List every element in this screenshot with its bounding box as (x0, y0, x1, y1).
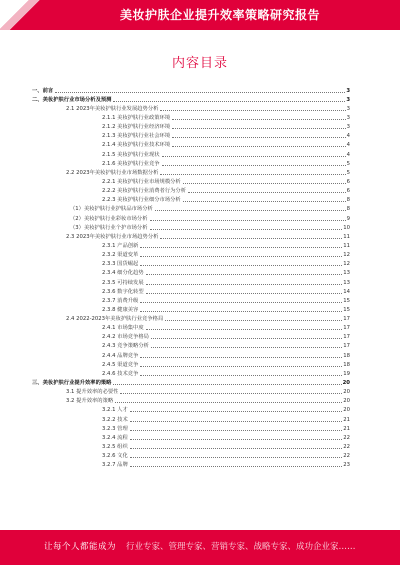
toc-entry[interactable] (30, 140, 350, 149)
footer-roles: 行业专家、管理专家、营销专家、战略专家、成功企业家…… (126, 542, 356, 552)
toc-page-number: 4 (346, 151, 350, 158)
toc-leader-dots (146, 329, 343, 330)
toc-leader-dots (172, 137, 345, 138)
toc-entry-text: 2.4.5 渠道竞争 (102, 361, 139, 368)
toc-page-number: 3 (346, 105, 350, 112)
toc-entry[interactable] (30, 432, 350, 441)
toc-entry-text: 2.4.4 品牌竞争 (102, 352, 139, 359)
toc-entry[interactable] (30, 405, 350, 414)
toc-page-number: 21 (343, 416, 350, 423)
toc-leader-dots (130, 466, 342, 467)
toc-leader-dots (172, 128, 345, 129)
toc-entry-text: 2.1 2023年美妆护肤行业发展趋势分析 (66, 105, 159, 112)
toc-entry[interactable] (30, 286, 350, 295)
toc-leader-dots (113, 101, 345, 102)
toc-entry-text: 3.2.3 管理 (102, 425, 128, 432)
toc-entry-text: 三、美妆护肤行业提升效率的策略 (32, 380, 112, 387)
toc-page-number: 8 (346, 197, 350, 204)
toc-page-number: 15 (343, 306, 350, 313)
toc-page-number: 20 (343, 407, 350, 414)
toc-leader-dots (130, 430, 342, 431)
toc-leader-dots (183, 201, 346, 202)
toc-entry[interactable] (30, 314, 350, 323)
toc-page-number: 6 (346, 188, 350, 195)
toc-entry[interactable] (30, 186, 350, 195)
toc-entry-text: 2.2.3 美妆护肤行业细分市场分析 (102, 197, 181, 204)
toc-entry-text: 二、美妆护肤行业市场分析及预测 (32, 96, 112, 103)
toc-page-number: 5 (346, 169, 350, 176)
toc-entry[interactable] (30, 149, 350, 158)
toc-page-number: 18 (343, 352, 350, 359)
toc-entry[interactable] (30, 423, 350, 432)
toc-leader-dots (140, 265, 342, 266)
toc-leader-dots (130, 457, 342, 458)
toc-page-number: 12 (343, 261, 350, 268)
toc-leader-dots (172, 146, 345, 147)
toc-entry-text: 2.4.3 竞争策略分析 (102, 343, 149, 350)
toc-entry-text: 2.3.8 健康美容 (102, 306, 139, 313)
toc-entry-text: （1）美妆护肤行业护肤品市场分析 (70, 206, 153, 213)
toc-leader-dots (140, 366, 342, 367)
toc-entry[interactable] (30, 341, 350, 350)
report-title: 美妆护肤企业提升效率策略研究报告 (119, 8, 320, 22)
toc-leader-dots (140, 311, 342, 312)
toc-leader-dots (162, 156, 346, 157)
toc-leader-dots (146, 284, 343, 285)
toc-entry-text: 一、前言 (32, 87, 54, 94)
toc-entry-text: 2.2.2 美妆护肤行业消费者行为分析 (102, 188, 187, 195)
toc-page-number: 15 (343, 297, 350, 304)
toc-entry-text: 2.1.4 美妆护肤行业技术环境 (102, 142, 171, 149)
toc-entry[interactable] (30, 131, 350, 140)
toc-leader-dots (130, 421, 342, 422)
toc-entry[interactable] (30, 460, 350, 469)
toc-page-number: 20 (342, 380, 350, 387)
toc-entry-text: 2.1.6 美妆护肤行业竞争 (102, 160, 160, 167)
toc-leader-dots (140, 256, 342, 257)
toc-entry[interactable] (30, 240, 350, 249)
toc-leader-dots (140, 375, 342, 376)
toc-entry[interactable] (30, 332, 350, 341)
toc-leader-dots (140, 247, 342, 248)
toc-entry-text: 2.2 2023年美妆护肤行业市场数据分析 (66, 169, 159, 176)
toc-leader-dots (150, 220, 346, 221)
toc-page-number: 3 (346, 124, 350, 131)
toc-entry-text: 3.2.5 组织 (102, 444, 128, 451)
toc-entry[interactable] (30, 122, 350, 131)
toc-page-number: 17 (343, 316, 350, 323)
toc-page-number: 20 (343, 398, 350, 405)
toc-leader-dots (120, 393, 342, 394)
toc-entry[interactable] (30, 359, 350, 368)
toc-entry[interactable] (30, 222, 350, 231)
toc-entry-text: 2.1.3 美妆护肤行业社会环境 (102, 133, 171, 140)
toc-entry[interactable] (30, 378, 350, 387)
toc-entry-text: 3.2.7 品牌 (102, 462, 128, 469)
toc-leader-dots (188, 192, 346, 193)
toc-entry[interactable] (30, 112, 350, 121)
toc-leader-dots (172, 119, 345, 120)
toc-entry[interactable] (30, 176, 350, 185)
toc-entry-text: 2.1.5 美妆护肤行业现状 (102, 151, 160, 158)
toc-leader-dots (113, 384, 341, 385)
toc-page-number: 17 (343, 343, 350, 350)
toc-entry[interactable] (30, 441, 350, 450)
toc-entry-text: 3.2.4 流程 (102, 434, 128, 441)
toc-entry[interactable] (30, 213, 350, 222)
toc-entry-text: 2.4.1 市场集中度 (102, 325, 144, 332)
toc-page-number: 14 (343, 288, 350, 295)
toc-leader-dots (140, 302, 342, 303)
toc-page-number: 17 (343, 334, 350, 341)
toc-page-number: 9 (346, 215, 350, 222)
toc-entry-text: 2.3 2023年美妆护肤行业市场趋势分析 (66, 233, 159, 240)
toc-entry[interactable] (30, 259, 350, 268)
toc-page-number: 3 (346, 96, 350, 103)
toc-entry-text: 2.3.2 渠道变革 (102, 252, 139, 259)
toc-page-number: 22 (343, 453, 350, 460)
toc-entry-text: 2.4 2022-2023年美妆护肤行业竞争格局 (66, 316, 164, 323)
toc-entry[interactable] (30, 158, 350, 167)
toc-entry[interactable] (30, 414, 350, 423)
toc-page-number: 23 (343, 462, 350, 469)
toc-page-number: 11 (343, 233, 350, 240)
toc-leader-dots (130, 439, 342, 440)
toc-entry-text: 2.3.3 国货崛起 (102, 261, 139, 268)
toc-entry-text: （3）美妆护肤行业个护市场分析 (70, 224, 148, 231)
toc-leader-dots (160, 238, 342, 239)
toc-leader-dots (140, 357, 342, 358)
toc-leader-dots (183, 183, 346, 184)
toc-page-number: 18 (343, 361, 350, 368)
toc-page-number: 4 (346, 133, 350, 140)
toc-entry[interactable] (30, 94, 350, 103)
table-of-contents (30, 85, 350, 469)
toc-page-number: 13 (343, 270, 350, 277)
toc-leader-dots (162, 165, 346, 166)
toc-leader-dots (160, 174, 345, 175)
toc-entry[interactable] (30, 231, 350, 240)
toc-entry[interactable] (30, 250, 350, 259)
toc-page-number: 10 (343, 224, 350, 231)
toc-page-number: 22 (343, 434, 350, 441)
toc-entry[interactable] (30, 195, 350, 204)
toc-entry[interactable] (30, 167, 350, 176)
toc-entry-text: 2.3.5 可持续发展 (102, 279, 144, 286)
toc-page-number: 6 (346, 178, 350, 185)
toc-entry-text: 3.2.2 技术 (102, 416, 128, 423)
toc-entry[interactable] (30, 277, 350, 286)
toc-entry[interactable] (30, 350, 350, 359)
toc-page-number: 11 (343, 242, 350, 249)
toc-entry-text: 3.2.6 文化 (102, 453, 128, 460)
toc-leader-dots (55, 92, 345, 93)
toc-entry-text: 2.3.4 细分化趋势 (102, 270, 144, 277)
header-corner-decoration (0, 0, 46, 30)
toc-leader-dots (146, 293, 343, 294)
footer-slogan: 让每个人都能成为 (44, 542, 117, 552)
toc-entry[interactable] (30, 304, 350, 313)
toc-entry-text: 3.1 提升效率的必要性 (66, 389, 119, 396)
toc-page-number: 13 (343, 279, 350, 286)
toc-entry[interactable] (30, 204, 350, 213)
toc-page-number: 12 (343, 252, 350, 259)
toc-page-number: 19 (343, 370, 350, 377)
toc-entry-text: 2.4.2 市场竞争格局 (102, 334, 149, 341)
toc-entry[interactable] (30, 387, 350, 396)
toc-entry-text: 3.2 提升效率的策略 (66, 398, 114, 405)
toc-leader-dots (146, 274, 343, 275)
toc-page-number: 5 (346, 160, 350, 167)
toc-page-number: 21 (343, 425, 350, 432)
toc-leader-dots (130, 448, 342, 449)
toc-entry[interactable] (30, 295, 350, 304)
toc-entry[interactable] (30, 396, 350, 405)
toc-leader-dots (115, 402, 342, 403)
toc-entry-text: 2.4.6 技术竞争 (102, 370, 139, 377)
toc-entry[interactable] (30, 451, 350, 460)
toc-page-number: 17 (343, 325, 350, 332)
toc-leader-dots (151, 347, 342, 348)
toc-leader-dots (165, 320, 342, 321)
toc-page-number: 8 (346, 206, 350, 213)
toc-entry-text: 2.3.6 数字化转型 (102, 288, 144, 295)
toc-entry-text: 2.3.1 产品创新 (102, 242, 139, 249)
toc-entry-text: 2.1.2 美妆护肤行业经济环境 (102, 124, 171, 131)
toc-entry[interactable] (30, 85, 350, 94)
toc-entry[interactable] (30, 103, 350, 112)
toc-entry-text: 2.1.1 美妆护肤行业政策环境 (102, 114, 171, 121)
toc-entry-text: （2）美妆护肤行业彩妆市场分析 (70, 215, 148, 222)
toc-entry-text: 2.3.7 消费升级 (102, 297, 139, 304)
toc-entry[interactable] (30, 323, 350, 332)
toc-leader-dots (130, 411, 342, 412)
toc-page-number: 20 (343, 389, 350, 396)
toc-entry-text: 2.2.1 美妆护肤行业市场规模分析 (102, 178, 181, 185)
toc-leader-dots (155, 210, 346, 211)
toc-page-number: 3 (346, 87, 350, 94)
toc-leader-dots (151, 338, 342, 339)
toc-leader-dots (150, 229, 343, 230)
toc-page-number: 4 (346, 142, 350, 149)
toc-entry[interactable] (30, 268, 350, 277)
toc-title: 内容目录 (171, 56, 228, 71)
toc-entry[interactable] (30, 368, 350, 377)
toc-entry-text: 3.2.1 人才 (102, 407, 128, 414)
toc-leader-dots (160, 110, 345, 111)
toc-page-number: 3 (346, 114, 350, 121)
toc-page-number: 22 (343, 444, 350, 451)
